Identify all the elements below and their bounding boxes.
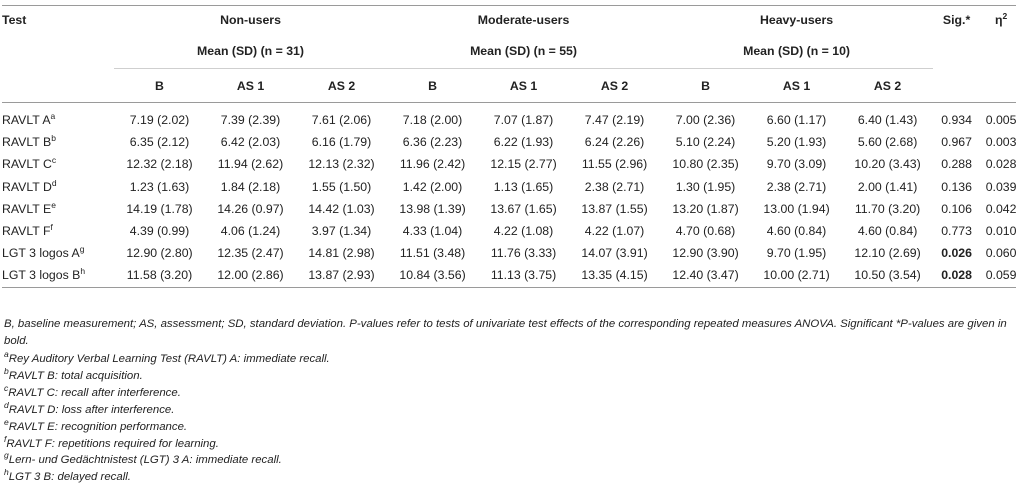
test-label: RAVLT E (2, 201, 52, 216)
sig-cell: 0.934 (941, 113, 972, 128)
sig-cell: 0.288 (941, 157, 972, 172)
table-cell: 2.00 (1.41) (857, 179, 918, 194)
table-cell: 11.55 (2.96) (581, 157, 648, 172)
table-cell: 7.19 (2.02) (129, 113, 190, 128)
eta-cell: 0.060 (985, 246, 1016, 261)
table-cell: 14.81 (2.98) (308, 246, 375, 261)
col-as2: AS 2 (842, 69, 933, 103)
table-cell: 4.60 (0.84) (766, 224, 827, 239)
table-cell: 4.22 (1.08) (493, 224, 554, 239)
footnote-marker: a (4, 349, 9, 360)
table-cell: 12.00 (2.86) (205, 264, 296, 287)
table-cell: 4.60 (0.84) (857, 224, 918, 239)
col-as1: AS 1 (478, 69, 569, 103)
table-cell: 13.87 (1.55) (581, 201, 648, 216)
table-notes (4, 316, 1008, 486)
table-cell: 6.22 (1.93) (493, 135, 554, 150)
table-cell: 12.90 (3.90) (672, 246, 739, 261)
notes-main: B, baseline measurement; AS, assessment; SD, standard deviation. P-values refer to tests of univariate test effects of the corresponding repeated measures ANOVA. Significant *P-values are given in bold. (4, 318, 1007, 347)
table-cell: 11.13 (3.75) (478, 264, 569, 287)
footnote-marker: g (4, 450, 9, 461)
col-as1: AS 1 (205, 69, 296, 103)
eta-cell: 0.039 (985, 179, 1016, 194)
table-cell: 6.35 (2.12) (129, 135, 190, 150)
table-row (2, 220, 1016, 242)
table-cell: 11.94 (2.62) (217, 157, 284, 172)
table-body (2, 103, 1016, 288)
table-cell: 12.13 (2.32) (308, 157, 375, 172)
table-cell: 6.36 (2.23) (402, 135, 463, 150)
footnote (4, 469, 1008, 486)
header-mean-non-users: Mean (SD) (n = 31) (114, 34, 387, 69)
footnote-marker: d (51, 177, 57, 188)
footnote (4, 452, 1008, 469)
table-cell: 13.20 (1.87) (672, 201, 739, 216)
eta-cell: 0.005 (985, 113, 1016, 128)
header-test: Test (2, 6, 114, 35)
header-sig: Sig.* (933, 6, 980, 35)
table-cell: 11.76 (3.33) (490, 246, 557, 261)
test-label: LGT 3 logos B (2, 268, 81, 283)
table-cell: 10.84 (3.56) (387, 264, 478, 287)
sig-cell: 0.967 (941, 135, 972, 150)
table-cell: 9.70 (3.09) (766, 157, 827, 172)
footnote-text: RAVLT E: recognition performance. (8, 420, 188, 433)
test-label: RAVLT F (2, 224, 51, 239)
header-group-moderate-users: Moderate-users (387, 6, 660, 35)
footnote-marker: c (51, 155, 57, 166)
table-cell: 13.87 (2.93) (296, 264, 387, 287)
header-row-means (2, 34, 1016, 69)
col-as1: AS 1 (751, 69, 842, 103)
header-row-groups (2, 6, 1016, 35)
header-mean-heavy-users: Mean (SD) (n = 10) (660, 34, 933, 69)
footnote-text: RAVLT B: total acquisition. (8, 369, 143, 382)
table-cell: 1.42 (2.00) (402, 179, 463, 194)
table-cell: 7.61 (2.06) (311, 113, 372, 128)
results-table (2, 5, 1016, 288)
eta-cell: 0.010 (985, 224, 1016, 239)
row-test-name (2, 153, 114, 175)
table-cell: 9.70 (1.95) (766, 246, 827, 261)
table-cell: 3.97 (1.34) (311, 224, 372, 239)
table-row (2, 131, 1016, 153)
col-b: B (387, 69, 478, 103)
footnote-marker: c (4, 383, 9, 394)
table-cell: 12.40 (3.47) (660, 264, 751, 287)
row-test-name (2, 131, 114, 153)
eta-cell: 0.042 (985, 201, 1016, 216)
table-cell: 13.98 (1.39) (399, 201, 466, 216)
table-cell: 1.13 (1.65) (493, 179, 554, 194)
table-cell: 13.67 (1.65) (490, 201, 557, 216)
sig-cell: 0.773 (941, 224, 972, 239)
table-cell: 1.84 (2.18) (220, 179, 281, 194)
col-as2: AS 2 (296, 69, 387, 103)
test-label: RAVLT B (2, 135, 52, 150)
table-cell: 1.55 (1.50) (311, 179, 372, 194)
sig-cell: 0.026 (941, 246, 972, 261)
footnote-marker: h (80, 266, 86, 277)
table-cell: 12.35 (2.47) (217, 246, 284, 261)
footnote-text: RAVLT C: recall after interference. (8, 386, 181, 399)
header-group-non-users: Non-users (114, 6, 387, 35)
table-cell: 14.19 (1.78) (126, 201, 193, 216)
table-cell: 7.47 (2.19) (584, 113, 645, 128)
sig-cell: 0.028 (933, 264, 980, 287)
footnote (4, 416, 1008, 436)
sig-cell: 0.136 (941, 179, 972, 194)
table-row (2, 103, 1016, 132)
table-row (2, 198, 1016, 220)
row-test-name (2, 198, 114, 220)
table-cell: 1.23 (1.63) (129, 179, 190, 194)
footnote-text: LGT 3 B: delayed recall. (8, 471, 131, 484)
table-cell: 11.51 (3.48) (399, 246, 466, 261)
table-cell: 7.39 (2.39) (220, 113, 281, 128)
footnote-marker: h (4, 467, 9, 478)
footnotes-list (4, 351, 1008, 486)
table-cell: 4.22 (1.07) (584, 224, 645, 239)
header-group-heavy-users: Heavy-users (660, 6, 933, 35)
col-as2: AS 2 (569, 69, 660, 103)
table-row (2, 264, 1016, 287)
table-cell: 12.10 (2.69) (854, 246, 921, 261)
sig-cell: 0.106 (941, 201, 972, 216)
test-label: LGT 3 logos A (2, 246, 80, 261)
eta-superscript: 2 (1002, 10, 1008, 21)
table-cell: 7.18 (2.00) (402, 113, 463, 128)
col-b: B (660, 69, 751, 103)
table-cell: 13.00 (1.94) (763, 201, 830, 216)
table-cell: 5.20 (1.93) (766, 135, 827, 150)
row-test-name (2, 176, 114, 198)
footnote-text: Rey Auditory Verbal Learning Test (RAVLT) A: immediate recall. (8, 353, 330, 365)
table-cell: 10.80 (2.35) (672, 157, 739, 172)
footnote-marker: f (50, 221, 53, 232)
footnote-marker: b (4, 366, 9, 377)
table-cell: 10.20 (3.43) (854, 157, 921, 172)
footnote (4, 399, 1008, 419)
table-cell: 6.60 (1.17) (766, 113, 827, 128)
table-cell: 12.32 (2.18) (126, 157, 193, 172)
table-cell: 4.70 (0.68) (675, 224, 736, 239)
header-eta (980, 6, 1016, 35)
footnote-marker: f (4, 433, 7, 444)
table-cell: 1.30 (1.95) (675, 179, 736, 194)
footnote (4, 351, 1008, 368)
table-row (2, 242, 1016, 264)
footnote-marker: d (4, 399, 9, 410)
footnote (4, 433, 1008, 453)
table-cell: 14.26 (0.97) (217, 201, 284, 216)
table-row (2, 176, 1016, 198)
table-row (2, 153, 1016, 175)
table-cell: 4.06 (1.24) (220, 224, 281, 239)
table-cell: 12.90 (2.80) (126, 246, 193, 261)
table-cell: 12.15 (2.77) (490, 157, 557, 172)
table-cell: 5.10 (2.24) (675, 135, 736, 150)
footnote (4, 385, 1008, 402)
footnote-marker: e (51, 199, 56, 210)
row-test-name (2, 103, 114, 132)
eta-cell: 0.003 (985, 135, 1016, 150)
footnote-marker: b (51, 133, 56, 144)
table-cell: 14.07 (3.91) (581, 246, 648, 261)
col-b: B (114, 69, 205, 103)
table-cell: 6.40 (1.43) (857, 113, 918, 128)
table-cell: 7.00 (2.36) (675, 113, 736, 128)
row-test-name (2, 242, 114, 264)
eta-cell: 0.059 (980, 264, 1016, 287)
table-cell: 6.16 (1.79) (311, 135, 372, 150)
table-cell: 7.07 (1.87) (493, 113, 554, 128)
eta-symbol: η (994, 13, 1003, 27)
test-label: RAVLT D (2, 179, 52, 194)
table-cell: 11.70 (3.20) (854, 201, 921, 216)
table-cell: 10.00 (2.71) (751, 264, 842, 287)
row-test-name (2, 264, 114, 287)
table-cell: 2.38 (2.71) (766, 179, 827, 194)
table-cell: 5.60 (2.68) (857, 135, 918, 150)
table-cell: 4.39 (0.99) (129, 224, 190, 239)
table-cell: 2.38 (2.71) (584, 179, 645, 194)
footnote-text: RAVLT D: loss after interference. (8, 403, 175, 416)
test-label: RAVLT A (2, 113, 51, 128)
footnote-marker: e (4, 416, 9, 427)
eta-cell: 0.028 (985, 157, 1016, 172)
table-cell: 6.42 (2.03) (220, 135, 281, 150)
table-cell: 14.42 (1.03) (308, 201, 375, 216)
table-cell: 11.58 (3.20) (114, 264, 205, 287)
table-cell: 4.33 (1.04) (402, 224, 463, 239)
footnote-marker: a (50, 111, 56, 121)
header-row-columns (2, 69, 1016, 103)
header-mean-moderate-users: Mean (SD) (n = 55) (387, 34, 660, 69)
table-cell: 6.24 (2.26) (584, 135, 645, 150)
test-label: RAVLT C (2, 157, 52, 172)
table-cell: 11.96 (2.42) (399, 157, 466, 172)
footnote (4, 368, 1008, 385)
footnote-text: RAVLT F: repetitions required for learning. (6, 437, 219, 450)
footnote-text: Lern- und Gedächtnistest (LGT) 3 A: immediate recall. (8, 454, 282, 467)
row-test-name (2, 220, 114, 242)
footnote-marker: g (79, 244, 85, 255)
table-cell: 10.50 (3.54) (842, 264, 933, 287)
table-cell: 13.35 (4.15) (569, 264, 660, 287)
